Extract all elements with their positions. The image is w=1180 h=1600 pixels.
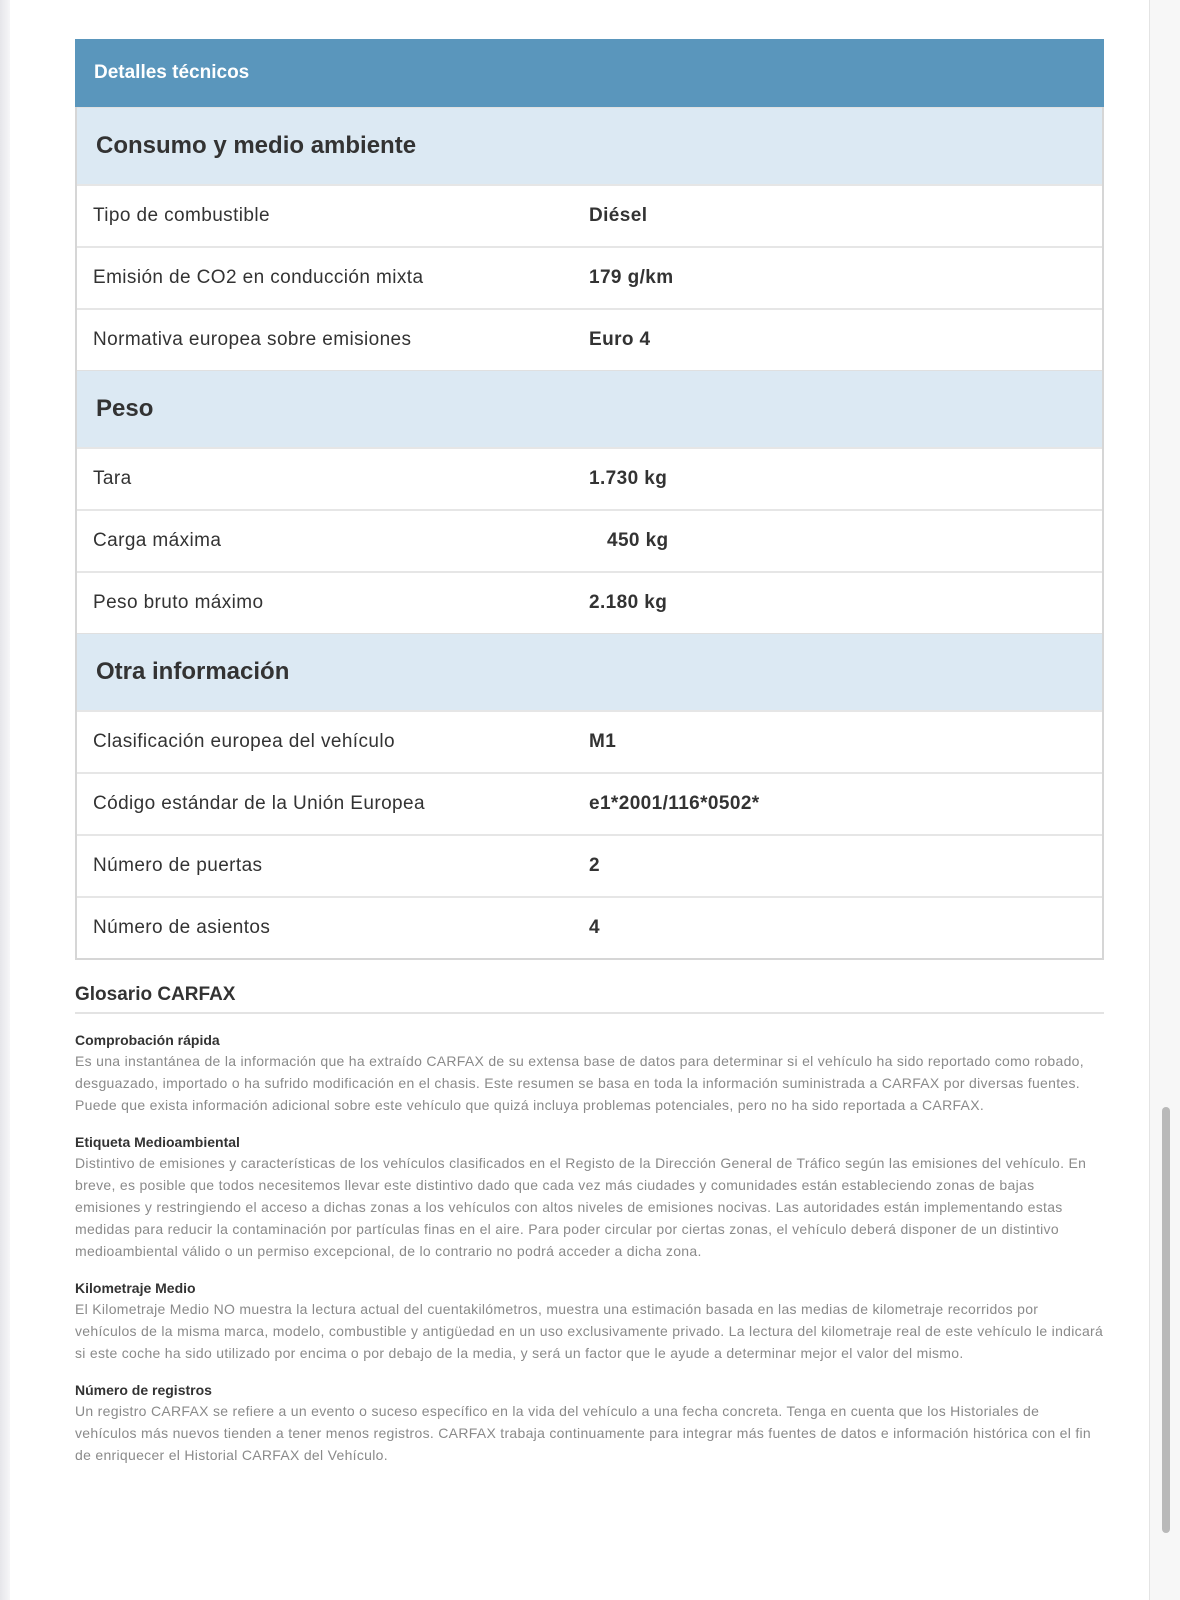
table-row bbox=[77, 246, 1102, 308]
glossary-definition: Es una instantánea de la información que ha extraído CARFAX de su extensa base de datos para determinar si el vehículo ha sido reportado como robado, desguazado, importado o ha sufrido modificación en el chasis. Este resumen se basa en toda la información suministrada a CARFAX por diversas fuentes. Puede que exista información adicional sobre este vehículo que quizá incluya problemas potenciales, pero no ha sido reportada a CARFAX. bbox=[75, 1053, 1084, 1113]
technical-details-header: Detalles técnicos bbox=[75, 39, 1104, 107]
glossary-definition: Distintivo de emisiones y características de los vehículos clasificados en el Registo de la Dirección General de Tráfico según las emisiones del vehículo. En breve, es posible que todos necesitemos llevar este distintivo dado que cada vez más ciudades y comunidades están estableciendo zonas de bajas emisiones y restringiendo el acceso a dichas zonas a los vehículos con altos niveles de emisiones nocivas. Las autoridades están implementando estas medidas para reducir la contaminación por partículas finas en el aire. Para poder circular por ciertas zonas, el vehículo deberá disponer de un distintivo medioambiental válido o un permiso excepcional, de lo contrario no podrá acceder a dicha zona. bbox=[75, 1155, 1087, 1259]
scrollbar-thumb[interactable] bbox=[1162, 1107, 1170, 1533]
section-title-consumption: Consumo y medio ambiente bbox=[77, 107, 1102, 184]
glossary-term: Kilometraje Medio bbox=[75, 1280, 196, 1296]
left-edge-shadow bbox=[0, 0, 10, 1600]
scrollbar-track[interactable] bbox=[1149, 0, 1180, 1600]
row-value: M1 bbox=[589, 731, 617, 752]
section-title-other-info: Otra información bbox=[77, 633, 1102, 710]
glossary-term: Comprobación rápida bbox=[75, 1032, 220, 1048]
glossary-item bbox=[75, 1030, 1104, 1116]
row-value: 2 bbox=[589, 855, 600, 876]
row-label: Número de asientos bbox=[93, 917, 271, 938]
row-label: Tara bbox=[93, 468, 132, 489]
table-row bbox=[77, 447, 1102, 509]
glossary-term: Número de registros bbox=[75, 1382, 212, 1398]
table-row bbox=[77, 772, 1102, 834]
glossary-title: Glosario CARFAX bbox=[75, 984, 1104, 1014]
glossary-item bbox=[75, 1380, 1104, 1466]
page-content bbox=[75, 39, 1104, 1466]
table-row bbox=[77, 710, 1102, 772]
row-value: Diésel bbox=[589, 205, 648, 226]
glossary-definition: Un registro CARFAX se refiere a un evento o suceso específico en la vida del vehículo a una fecha concreta. Tenga en cuenta que los Historiales de vehículos más nuevos tienden a tener menos registros. CARFAX trabaja continuamente para integrar más fuentes de datos e información histórica con el fin de enriquecer el Historial CARFAX del Vehículo. bbox=[75, 1403, 1092, 1463]
table-row bbox=[77, 571, 1102, 633]
row-value: 4 bbox=[589, 917, 600, 938]
technical-details-table bbox=[75, 39, 1104, 960]
glossary-definition: El Kilometraje Medio NO muestra la lectura actual del cuentakilómetros, muestra una estimación basada en las medias de kilometraje recorridos por vehículos de la misma marca, modelo, combustible y antigüedad en un uso exclusivamente privado. La lectura del kilometraje real de este vehículo le indicará si este coche ha sido utilizado por encima o por debajo de la media, y será un factor que le ayude a determinar mejor el valor del mismo. bbox=[75, 1301, 1104, 1361]
table-row bbox=[77, 834, 1102, 896]
glossary-item bbox=[75, 1132, 1104, 1262]
table-row bbox=[77, 184, 1102, 246]
row-value: 179 g/km bbox=[589, 267, 674, 288]
row-value: e1*2001/116*0502* bbox=[589, 793, 760, 814]
section-title-weight: Peso bbox=[77, 370, 1102, 447]
row-label: Peso bruto máximo bbox=[93, 592, 264, 613]
table-row bbox=[77, 896, 1102, 958]
table-row bbox=[77, 509, 1102, 571]
row-value: 2.180 kg bbox=[589, 592, 668, 613]
row-label: Normativa europea sobre emisiones bbox=[93, 329, 412, 350]
row-label: Tipo de combustible bbox=[93, 205, 270, 226]
table-row bbox=[77, 308, 1102, 370]
row-value: Euro 4 bbox=[589, 329, 651, 350]
row-label: Número de puertas bbox=[93, 855, 263, 876]
row-label: Emisión de CO2 en conducción mixta bbox=[93, 267, 424, 288]
row-value: 450 kg bbox=[607, 530, 669, 551]
glossary-term: Etiqueta Medioambiental bbox=[75, 1134, 240, 1150]
row-label: Carga máxima bbox=[93, 530, 222, 551]
row-label: Clasificación europea del vehículo bbox=[93, 731, 395, 752]
glossary-item bbox=[75, 1278, 1104, 1364]
row-value: 1.730 kg bbox=[589, 468, 668, 489]
row-label: Código estándar de la Unión Europea bbox=[93, 793, 425, 814]
